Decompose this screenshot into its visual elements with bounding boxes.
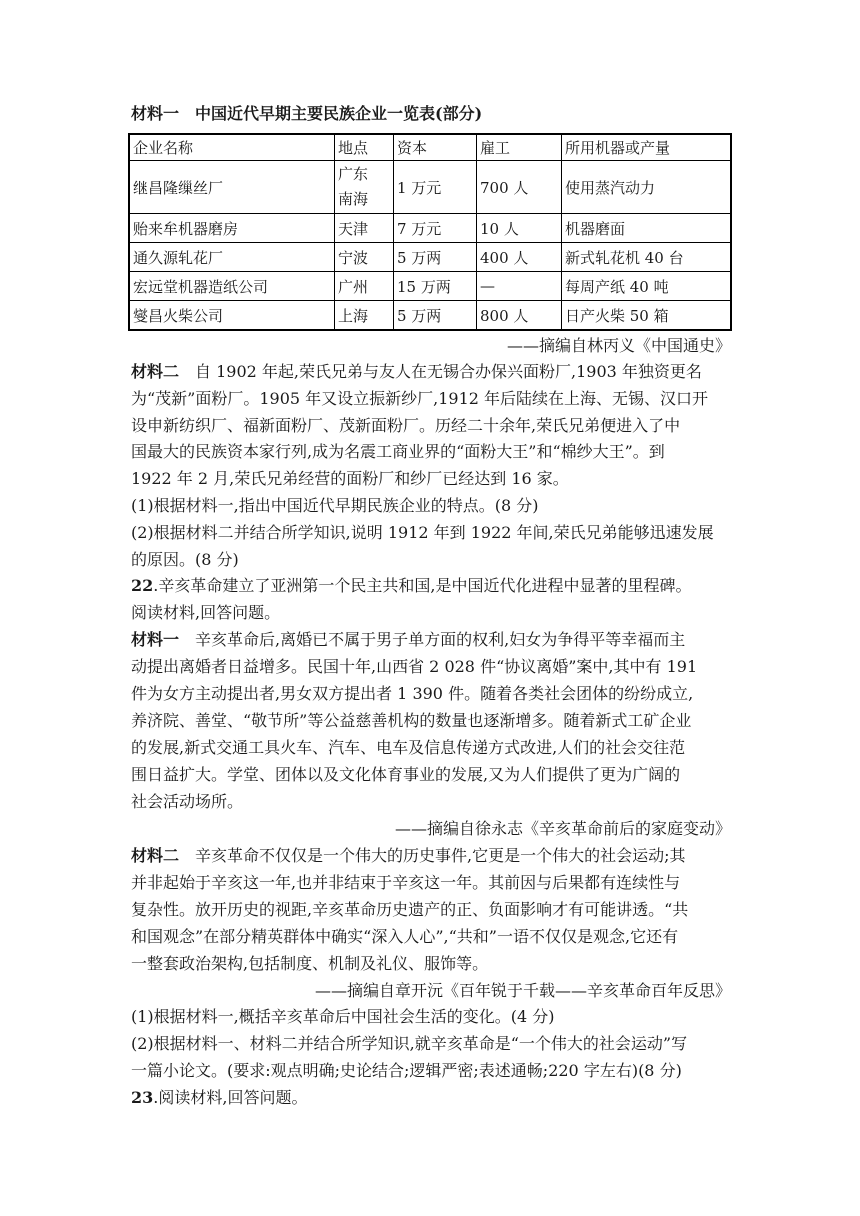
paragraph-line: 复杂性。放开历史的视距,辛亥革命历史遗产的正、负面影响才有可能讲透。“共: [131, 900, 689, 919]
source-citation: ——摘编自徐永志《辛亥革命前后的家庭变动》: [394, 819, 731, 838]
table-cell: 贻来牟机器磨房: [129, 214, 335, 243]
paragraph-line: 设申新纺织厂、福新面粉厂、茂新面粉厂。历经二十余年,荣氏兄弟便进入了中: [131, 416, 681, 435]
paragraph-line: 一整套政治架构,包括制度、机制及礼仪、服饰等。: [131, 954, 489, 973]
paragraph-line: [131, 845, 731, 867]
table-header-row: [129, 134, 731, 161]
table-cell: 400 人: [477, 243, 562, 272]
table-cell: 新式轧花机 40 台: [562, 243, 732, 272]
source-citation: ——摘编自章开沅《百年锐于千载——辛亥革命百年反思》: [314, 981, 731, 1000]
text-span: .阅读材料,回答问题。: [153, 1088, 308, 1107]
table-row: [129, 161, 731, 214]
question-heading: [131, 575, 731, 597]
paragraph-line: 的发展,新式交通工具火车、汽车、电车及信息传递方式改进,人们的社会交往范: [131, 738, 686, 757]
material-label: 材料一: [131, 630, 180, 649]
question-line: (1)根据材料一,概括辛亥革命后中国社会生活的变化。(4 分): [131, 1007, 555, 1026]
table-cell: 15 万两: [394, 272, 477, 301]
header-cell: 雇工: [477, 134, 562, 161]
enterprise-table: [128, 133, 732, 331]
paragraph-line: 动提出离婚者日益增多。民国十年,山西省 2 028 件“协议离婚”案中,其中有 191: [131, 657, 698, 676]
question-heading: [131, 1087, 731, 1109]
table-cell: [335, 161, 394, 214]
table-row: [129, 243, 731, 272]
paragraph-line: [131, 629, 731, 651]
text-span: 自 1902 年起,荣氏兄弟与友人在无锡合办保兴面粉厂,1903 年独资更名: [195, 362, 702, 381]
question-line: (2)根据材料一、材料二并结合所学知识,就辛亥革命是“一个伟大的社会运动”写: [131, 1034, 688, 1053]
table-cell: 使用蒸汽动力: [562, 161, 732, 214]
table-row: [129, 272, 731, 301]
table-cell: 800 人: [477, 301, 562, 331]
table-cell: 1 万元: [394, 161, 477, 214]
paragraph-line: 社会活动场所。: [131, 792, 244, 811]
paragraph-line: 1922 年 2 月,荣氏兄弟经营的面粉厂和纱厂已经达到 16 家。: [131, 469, 569, 488]
table-cell: 10 人: [477, 214, 562, 243]
header-cell: 地点: [335, 134, 394, 161]
table-cell: 日产火柴 50 箱: [562, 301, 732, 331]
paragraph-line: 件为女方主动提出者,男女双方提出者 1 390 件。随着各类社会团体的纷纷成立,: [131, 684, 694, 703]
question-number: 23: [131, 1088, 154, 1107]
location-line: 广东: [338, 165, 369, 183]
table-cell: 5 万两: [394, 301, 477, 331]
table-cell: 通久源轧花厂: [129, 243, 335, 272]
paragraph-line: 阅读材料,回答问题。: [131, 603, 281, 622]
question-line: (2)根据材料二并结合所学知识,说明 1912 年到 1922 年间,荣氏兄弟能够迅速发展: [131, 523, 714, 542]
paragraph-line: 围日益扩大。学堂、团体以及文化体育事业的发展,又为人们提供了更为广阔的: [131, 765, 681, 784]
text-span: 辛亥革命后,离婚已不属于男子单方面的权利,妇女为争得平等幸福而主: [195, 630, 686, 649]
table-cell: 宁波: [335, 243, 394, 272]
paragraph-line: [131, 361, 731, 383]
table-row: [129, 301, 731, 331]
table-cell: 继昌隆缫丝厂: [129, 161, 335, 214]
text-span: .辛亥革命建立了亚洲第一个民主共和国,是中国近代化进程中显著的里程碑。: [153, 576, 692, 595]
table-cell: 广州: [335, 272, 394, 301]
source-citation: ——摘编自林丙义《中国通史》: [506, 336, 731, 355]
paragraph-line: 和国观念”在部分精英群体中确实“深入人心”,“共和”一语不仅仅是观念,它还有: [131, 927, 679, 946]
header-cell: 所用机器或产量: [562, 134, 732, 161]
table-cell: 上海: [335, 301, 394, 331]
question-line: 的原因。(8 分): [131, 550, 239, 569]
table-cell: 700 人: [477, 161, 562, 214]
question-line: 一篇小论文。(要求:观点明确;史论结合;逻辑严密;表述通畅;220 字左右)(8 分): [131, 1061, 682, 1080]
text-span: 辛亥革命不仅仅是一个伟大的历史事件,它更是一个伟大的社会运动;其: [195, 846, 686, 865]
table-cell: 燮昌火柴公司: [129, 301, 335, 331]
question-number: 22: [131, 576, 154, 595]
material1-title: 材料一 中国近代早期主要民族企业一览表(部分): [131, 104, 483, 123]
table-cell: —: [477, 272, 562, 301]
table-cell: 宏远堂机器造纸公司: [129, 272, 335, 301]
header-cell: 企业名称: [129, 134, 335, 161]
location-line: 南海: [338, 190, 369, 208]
table-cell: 7 万元: [394, 214, 477, 243]
table-row: [129, 214, 731, 243]
question-line: (1)根据材料一,指出中国近代早期民族企业的特点。(8 分): [131, 496, 539, 515]
paragraph-line: 为“茂新”面粉厂。1905 年又设立振新纱厂,1912 年后陆续在上海、无锡、汉口开: [131, 389, 709, 408]
material-label: 材料二: [131, 846, 180, 865]
paragraph-line: 并非起始于辛亥这一年,也并非结束于辛亥这一年。其前因与后果都有连续性与: [131, 873, 681, 892]
paragraph-line: 养济院、善堂、“敬节所”等公益慈善机构的数量也逐渐增多。随着新式工矿企业: [131, 711, 692, 730]
table-cell: 5 万两: [394, 243, 477, 272]
material-label: 材料二: [131, 362, 180, 381]
table-cell: 天津: [335, 214, 394, 243]
table-cell: 每周产纸 40 吨: [562, 272, 732, 301]
paragraph-line: 国最大的民族资本家行列,成为名震工商业界的“面粉大王”和“棉纱大王”。到: [131, 442, 665, 461]
header-cell: 资本: [394, 134, 477, 161]
table-cell: 机器磨面: [562, 214, 732, 243]
